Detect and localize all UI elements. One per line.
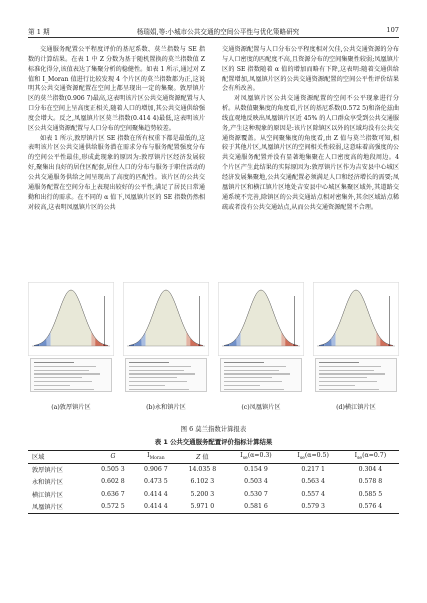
- report-text-line: [319, 373, 385, 374]
- header-se-07: $I_{se}(\alpha=0.7)$: [354, 452, 387, 462]
- issue-number: 第 1 期: [28, 28, 50, 36]
- value-cell: 0.563 4: [301, 478, 325, 486]
- report-text-line: [129, 373, 195, 374]
- results-table: [28, 450, 399, 514]
- panel-caption: (c)凤凰镇片区: [241, 404, 281, 411]
- moran-report-panel-b: [123, 282, 209, 411]
- value-cell: 6.102 3: [190, 478, 215, 486]
- report-text-line: [224, 366, 286, 367]
- page-number: 107: [386, 26, 399, 34]
- report-summary: [315, 358, 397, 392]
- table-row: [28, 488, 399, 501]
- report-text-line: [224, 370, 279, 371]
- value-cell: 5.971 0: [190, 503, 215, 510]
- left-column: [28, 45, 205, 212]
- table-row: [28, 476, 399, 489]
- report-text-line: [129, 377, 177, 378]
- value-cell: 5.200 3: [190, 490, 215, 498]
- report-text-line: [129, 370, 184, 371]
- value-cell: 0.602 8: [101, 478, 125, 486]
- region-cell: 凤凰镇片区: [32, 504, 63, 511]
- report-text-line: [319, 370, 374, 371]
- value-cell: 0.530 7: [244, 490, 268, 498]
- report-text-line: [224, 362, 264, 363]
- header-z: Z 值: [196, 454, 209, 462]
- report-text-line: [34, 377, 82, 378]
- report-text-line: [34, 385, 70, 386]
- value-cell: 0.414 4: [144, 503, 168, 510]
- report-text-line: [224, 389, 284, 390]
- report-text-line: [34, 370, 89, 371]
- bell-curve-chart: [313, 282, 399, 356]
- report-text-line: [319, 389, 379, 390]
- running-header: [28, 26, 399, 36]
- value-cell: 0.585 5: [358, 490, 383, 498]
- running-title: 杨瑞娟,等:小城市公共交通的空间公平性与优化策略研究: [136, 28, 300, 36]
- header-moran: $I_{Moran}$: [147, 452, 165, 462]
- value-cell: 14.035 8: [188, 466, 217, 473]
- report-text-line: [129, 362, 169, 363]
- report-text-line: [129, 389, 189, 390]
- header-region: 区域: [32, 454, 45, 462]
- table-header-row: [28, 451, 399, 464]
- report-text-line: [34, 381, 92, 382]
- value-cell: 0.503 4: [244, 478, 268, 486]
- panel-caption: (b)永和镇片区: [146, 404, 186, 411]
- value-cell: 0.578 8: [358, 478, 383, 486]
- value-cell: 0.505 3: [101, 466, 125, 473]
- report-text-line: [224, 381, 282, 382]
- bell-curve-chart: [28, 282, 114, 356]
- bell-curve-chart: [123, 282, 209, 356]
- figure-6: [28, 282, 399, 411]
- panel-caption: (d)横江镇片区: [336, 404, 376, 411]
- report-text-line: [319, 366, 381, 367]
- bell-curve-chart: [218, 282, 304, 356]
- header-rule: [28, 37, 399, 38]
- moran-report-panel-c: [218, 282, 304, 411]
- paragraph: 交通资源配置与人口分布公平程度相对欠佳,公共交通资源的分布与人口密度的匹配度不高,且资源分布的空间集聚性较弱;凤凰镇片区的 SE 指数随着 α 值的增加而略有下降,这表明:随着交通供给配置增加,凤凰镇片区的公共交通资源配置的空间公平性评价结果会有所改善。: [222, 46, 399, 93]
- report-text-line: [224, 377, 272, 378]
- report-text-line: [129, 381, 187, 382]
- value-cell: 0.572 5: [101, 503, 125, 510]
- header-se-03: $I_{se}(\alpha=0.3)$: [240, 452, 272, 462]
- header-se-05: $I_{se}(\alpha=0.5)$: [297, 452, 329, 462]
- report-text-line: [129, 366, 191, 367]
- report-text-line: [319, 385, 355, 386]
- header-gini: G: [110, 453, 116, 461]
- panel-caption: (a)敦厚镇片区: [51, 404, 91, 411]
- value-cell: 0.473 5: [144, 478, 168, 486]
- table-row: [28, 463, 399, 476]
- region-cell: 永和镇片区: [32, 479, 63, 487]
- figure-caption: 图 6 莫兰指数计算报表: [180, 425, 247, 433]
- report-summary: [30, 358, 112, 392]
- moran-report-panel-d: [313, 282, 399, 411]
- paragraph: 对凤凰镇片区公共交通资源配置的空间不公平现象进行分析。从数值聚集度的角度看,片区的基尼系数(0.572 5)和洛伦兹曲线直观地反映出凤凰镇片区近 45% 的人口群众享受到公共交通服务,产生这种现象的原因是:该片区除镇区以外的区域均没有公共交通资源覆盖。从空间聚集度的角度看,由 Z 值与莫兰指数可知,相较于其他片区,凤凰镇片区的空间相关性较弱,这意味着高强度的公共交通服务配置并没有显著地集聚在人口密度高的地段周边。4 个片区产生此结果的实际原因为:敦厚镇片区作为吉安县中心城区经济发展集聚地,公共交通配置必须满足人口和经济增长的需要;凤凰镇片区和横江镇片区地处吉安县中心城区集聚区域外,其道路交通系统不完善,除镇区的公共交通站点相对密集外,其余区域站点稀疏或者没有公共交通站点,从而公共交通资源配置不合理。: [222, 95, 399, 211]
- report-text-line: [319, 377, 367, 378]
- report-text-line: [319, 362, 359, 363]
- paragraph: 交通服务配置公平程度评价的基尼系数、莫兰指数与 SE 指数的计算结果。在表 1 中 Z 分数为基于随机置换的莫兰指数值 Z 标准化得分,该值表达了集聚分析的稳健性。如表 1 所示,通过对 Z 值和 I_Moran 值进行比较发现 4 个片区的莫兰指数都为正,这说明其公共交通资源配置在空间上都呈现出一定的集聚。敦厚镇片区的莫兰指数(0.906 7)最高,这表明该片区公共交通资源配置与人口分布在空间上呈高度正相关,随着人口的增加,其公共交通供给强度会增大。反之,凤凰镇片区莫兰指数(0.414 4)最低,这表明该片区公共交通资源配置与人口分布的空间聚集趋势较差。: [28, 46, 205, 132]
- region-cell: 敦厚镇片区: [32, 467, 63, 474]
- report-summary: [125, 358, 207, 392]
- value-cell: 0.154 9: [244, 466, 268, 473]
- value-cell: 0.579 3: [301, 503, 325, 510]
- right-column: [222, 45, 399, 212]
- value-cell: 0.414 4: [144, 490, 168, 498]
- report-text-line: [34, 362, 74, 363]
- value-cell: 0.557 4: [301, 490, 325, 498]
- table-caption: 表 1 公共交通服务配置评价指标计算结果: [154, 438, 273, 446]
- report-text-line: [224, 385, 260, 386]
- report-text-line: [34, 389, 94, 390]
- value-cell: 0.217 1: [301, 466, 325, 473]
- report-text-line: [224, 373, 290, 374]
- report-text-line: [319, 381, 377, 382]
- report-summary: [220, 358, 302, 392]
- value-cell: 0.581 6: [244, 503, 268, 510]
- region-cell: 横江镇片区: [32, 491, 63, 499]
- report-text-line: [129, 385, 165, 386]
- value-cell: 0.304 4: [358, 466, 383, 473]
- value-cell: 0.576 4: [358, 503, 383, 510]
- report-text-line: [34, 366, 96, 367]
- paragraph: 如表 1 所示,敦厚镇片区 SE 指数在所有权重下都是最低的,这表明该片区公共交通供给服务潜在需求分布与服务配置强度分布的空间公平性最佳,形成此现象的原因为:敦厚镇片区经济发展较好,聚集出良好的居住区配套,居住人口的分布与服务于职住活动的公共交通服务供给之间呈现出了高度的匹配性。该片区的公共交通服务配置在空间分布上表现出较好的公平性,满足了居民日常通勤和出行的需求。在不同的 α 值下,凤凰镇片区的 SE 指数仍然相对较高,这表明凤凰镇片区的公共: [28, 134, 205, 211]
- table-row: [28, 501, 399, 514]
- value-cell: 0.636 7: [101, 490, 125, 498]
- report-text-line: [34, 373, 100, 374]
- moran-report-panel-a: [28, 282, 114, 411]
- value-cell: 0.906 7: [144, 466, 168, 473]
